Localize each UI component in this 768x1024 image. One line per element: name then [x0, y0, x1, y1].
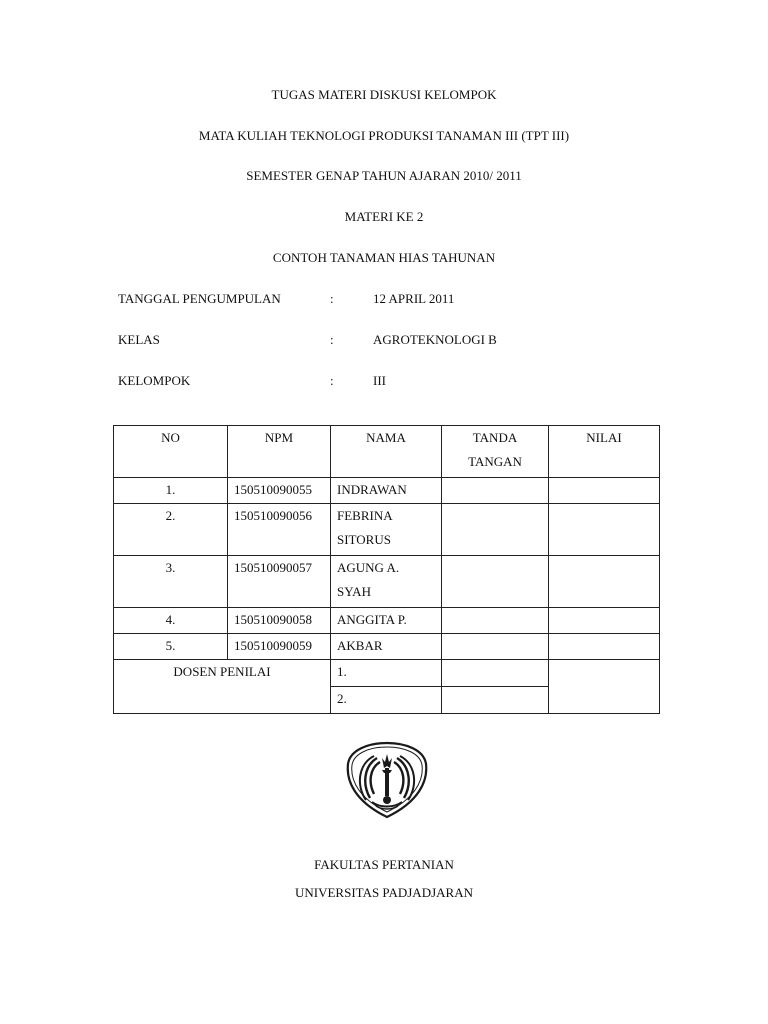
dosen-signature: [442, 660, 549, 714]
nama-line: AGUNG A.: [337, 560, 400, 575]
dosen-item: 1.: [331, 660, 441, 687]
course-name: MATA KULIAH TEKNOLOGI PRODUKSI TANAMAN III (TPT III): [198, 128, 570, 143]
nama-line: SYAH: [337, 584, 371, 599]
row-npm: 150510090055: [228, 478, 331, 504]
info-value-tanggal: 12 APRIL 2011: [373, 291, 455, 306]
info-colon: :: [330, 373, 334, 388]
header-tanda-line2: TANGAN: [468, 454, 522, 469]
row-signature: [442, 608, 549, 634]
header-tanda-tangan: [442, 426, 549, 478]
header-npm: NPM: [228, 426, 331, 478]
row-no: 1.: [114, 478, 228, 504]
materi-line: MATERI KE 2: [344, 209, 424, 224]
university-seal-icon: [344, 740, 430, 820]
table-row: [114, 608, 660, 634]
row-no: 5.: [114, 634, 228, 660]
info-colon: :: [330, 291, 334, 306]
row-signature: [442, 556, 549, 608]
row-nama: [331, 478, 442, 504]
row-nilai: [549, 556, 660, 608]
faculty-name: FAKULTAS PERTANIAN: [314, 857, 454, 872]
row-signature: [442, 478, 549, 504]
dosen-signature-slot: [442, 687, 548, 713]
nama-line: AKBAR: [337, 638, 383, 653]
row-nama: [331, 608, 442, 634]
dosen-row: [114, 660, 660, 714]
table-header-row: [114, 426, 660, 478]
info-value-kelompok: III: [373, 373, 386, 388]
member-table: [113, 425, 660, 714]
table-row: [114, 634, 660, 660]
nama-line: SITORUS: [337, 532, 391, 547]
row-no: 3.: [114, 556, 228, 608]
header-nama: NAMA: [331, 426, 442, 478]
topic-line: CONTOH TANAMAN HIAS TAHUNAN: [272, 250, 496, 265]
row-nama: [331, 556, 442, 608]
row-npm: 150510090057: [228, 556, 331, 608]
dosen-signature-slot: [442, 660, 548, 687]
row-nama: [331, 504, 442, 556]
row-signature: [442, 634, 549, 660]
doc-title: TUGAS MATERI DISKUSI KELOMPOK: [271, 87, 497, 102]
row-nilai: [549, 608, 660, 634]
row-npm: 150510090058: [228, 608, 331, 634]
dosen-list: [331, 660, 442, 714]
nama-line: FEBRINA: [337, 508, 393, 523]
row-nilai: [549, 478, 660, 504]
row-signature: [442, 504, 549, 556]
info-value-kelas: AGROTEKNOLOGI B: [373, 332, 497, 347]
info-colon: :: [330, 332, 334, 347]
nama-line: ANGGITA P.: [337, 612, 407, 627]
row-nama: [331, 634, 442, 660]
nama-line: INDRAWAN: [337, 482, 407, 497]
row-no: 2.: [114, 504, 228, 556]
header-no: NO: [114, 426, 228, 478]
university-name: UNIVERSITAS PADJADJARAN: [295, 885, 473, 900]
row-nilai: [549, 634, 660, 660]
table-row: [114, 504, 660, 556]
info-label-kelas: KELAS: [118, 332, 160, 347]
dosen-item: 2.: [337, 691, 347, 706]
row-no: 4.: [114, 608, 228, 634]
info-label-kelompok: KELOMPOK: [118, 373, 191, 388]
row-npm: 150510090059: [228, 634, 331, 660]
header-tanda-line1: TANDA: [472, 430, 518, 445]
info-label-tanggal: TANGGAL PENGUMPULAN: [118, 291, 281, 306]
dosen-nilai: [549, 660, 660, 714]
row-npm: 150510090056: [228, 504, 331, 556]
semester-line: SEMESTER GENAP TAHUN AJARAN 2010/ 2011: [246, 168, 522, 183]
header-nilai: NILAI: [549, 426, 660, 478]
table-row: [114, 556, 660, 608]
table-row: [114, 478, 660, 504]
dosen-label: DOSEN PENILAI: [114, 660, 331, 714]
row-nilai: [549, 504, 660, 556]
